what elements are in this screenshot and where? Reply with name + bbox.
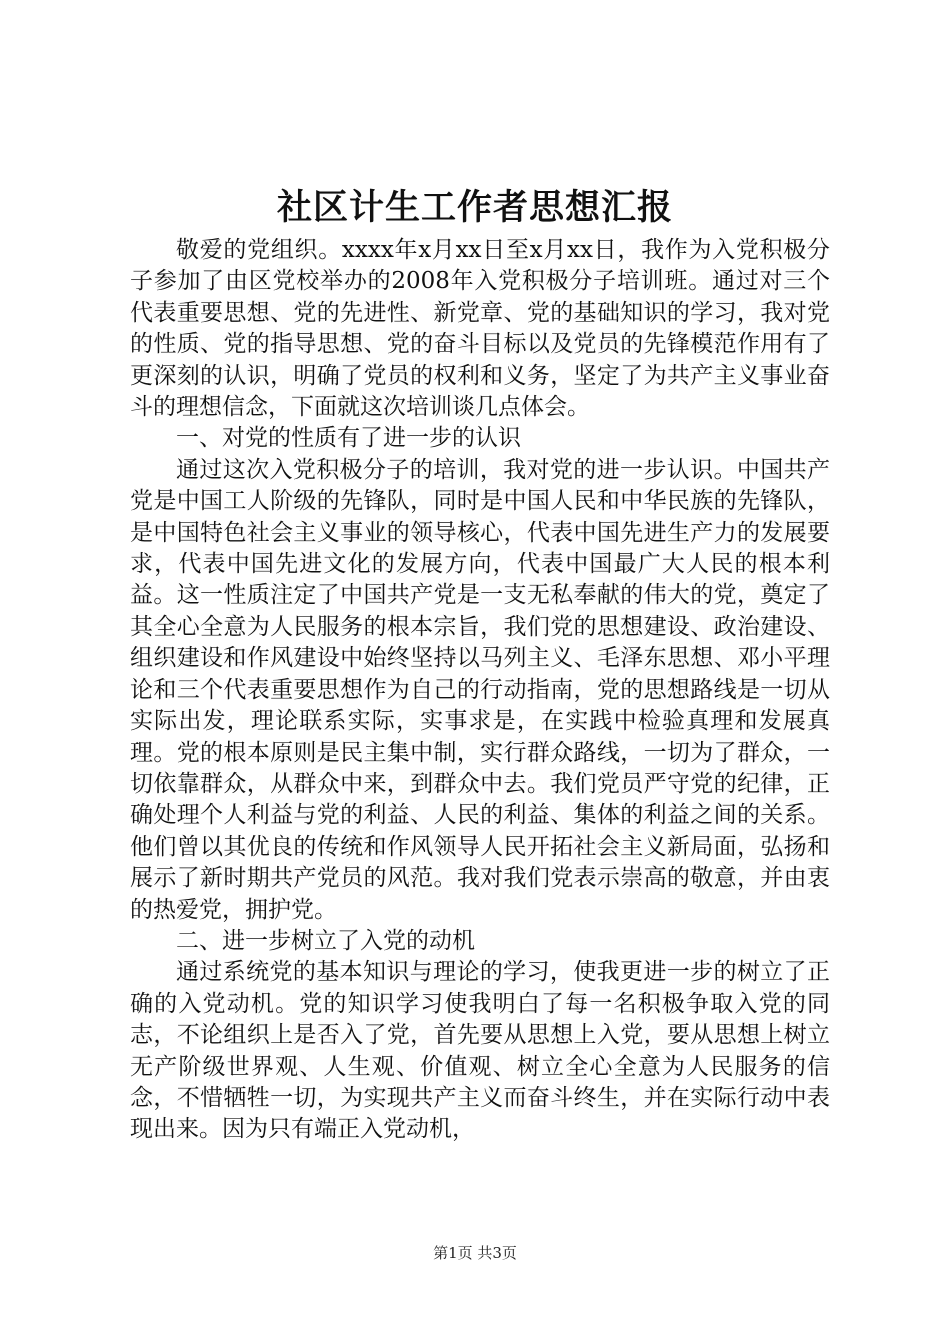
document-body <box>130 235 830 1146</box>
section-heading-1: 一、对党的性质有了进一步的认识 <box>176 425 521 452</box>
paragraph-section-1: 通过这次入党积极分子的培训，我对党的进一步认识。中国共产党是中国工人阶级的先锋队，同时是中国人民和中华民族的先锋队，是中国特色社会主义事业的领导核心，代表中国先进生产力的发展要求，代表中国先进文化的发展方向，代表中国最广大人民的根本利益。这一性质注定了中国共产党是一支无私奉献的伟大的党，奠定了其全心全意为人民服务的根本宗旨，我们党的思想建设、政治建设、组织建设和作风建设中始终坚持以马列主义、毛泽东思想、邓小平理论和三个代表重要思想作为自己的行动指南，党的思想路线是一切从实际出发，理论联系实际，实事求是，在实践中检验真理和发展真理。党的根本原则是民主集中制，实行群众路线，一切为了群众，一切依靠群众，从群众中来，到群众中去。我们党员严守党的纪律，正确处理个人利益与党的利益、人民的利益、集体的利益之间的关系。他们曾以其优良的传统和作风领导人民开拓社会主义新局面，弘扬和展示了新时期共产党员的风范。我对我们党表示崇高的敬意，并由衷的热爱党，拥护党。 <box>130 456 830 923</box>
page-number-footer: 第1页 共3页 <box>433 1244 517 1262</box>
paragraph-section-2: 通过系统党的基本知识与理论的学习，使我更进一步的树立了正确的入党动机。党的知识学习使我明白了每一名积极争取入党的同志，不论组织上是否入了党，首先要从思想上入党，要从思想上树立无产阶级世界观、人生观、价值观、树立全心全意为人民服务的信念，不惜牺牲一切，为实现共产主义而奋斗终生，并在实际行动中表现出来。因为只有端正入党动机， <box>130 959 830 1143</box>
section-heading-2: 二、进一步树立了入党的动机 <box>176 927 475 954</box>
paragraph-intro: 敬爱的党组织。xxxx年x月xx日至x月xx日，我作为入党积极分子参加了由区党校举办的2008年入党积极分子培训班。通过对三个代表重要思想、党的先进性、新党章、党的基础知识的学习，我对党的性质、党的指导思想、党的奋斗目标以及党员的先锋模范作用有了更深刻的认识，明确了党员的权利和义务，坚定了为共产主义事业奋斗的理想信念，下面就这次培训谈几点体会。 <box>130 237 830 421</box>
document-title: 社区计生工作者思想汇报 <box>276 187 673 228</box>
